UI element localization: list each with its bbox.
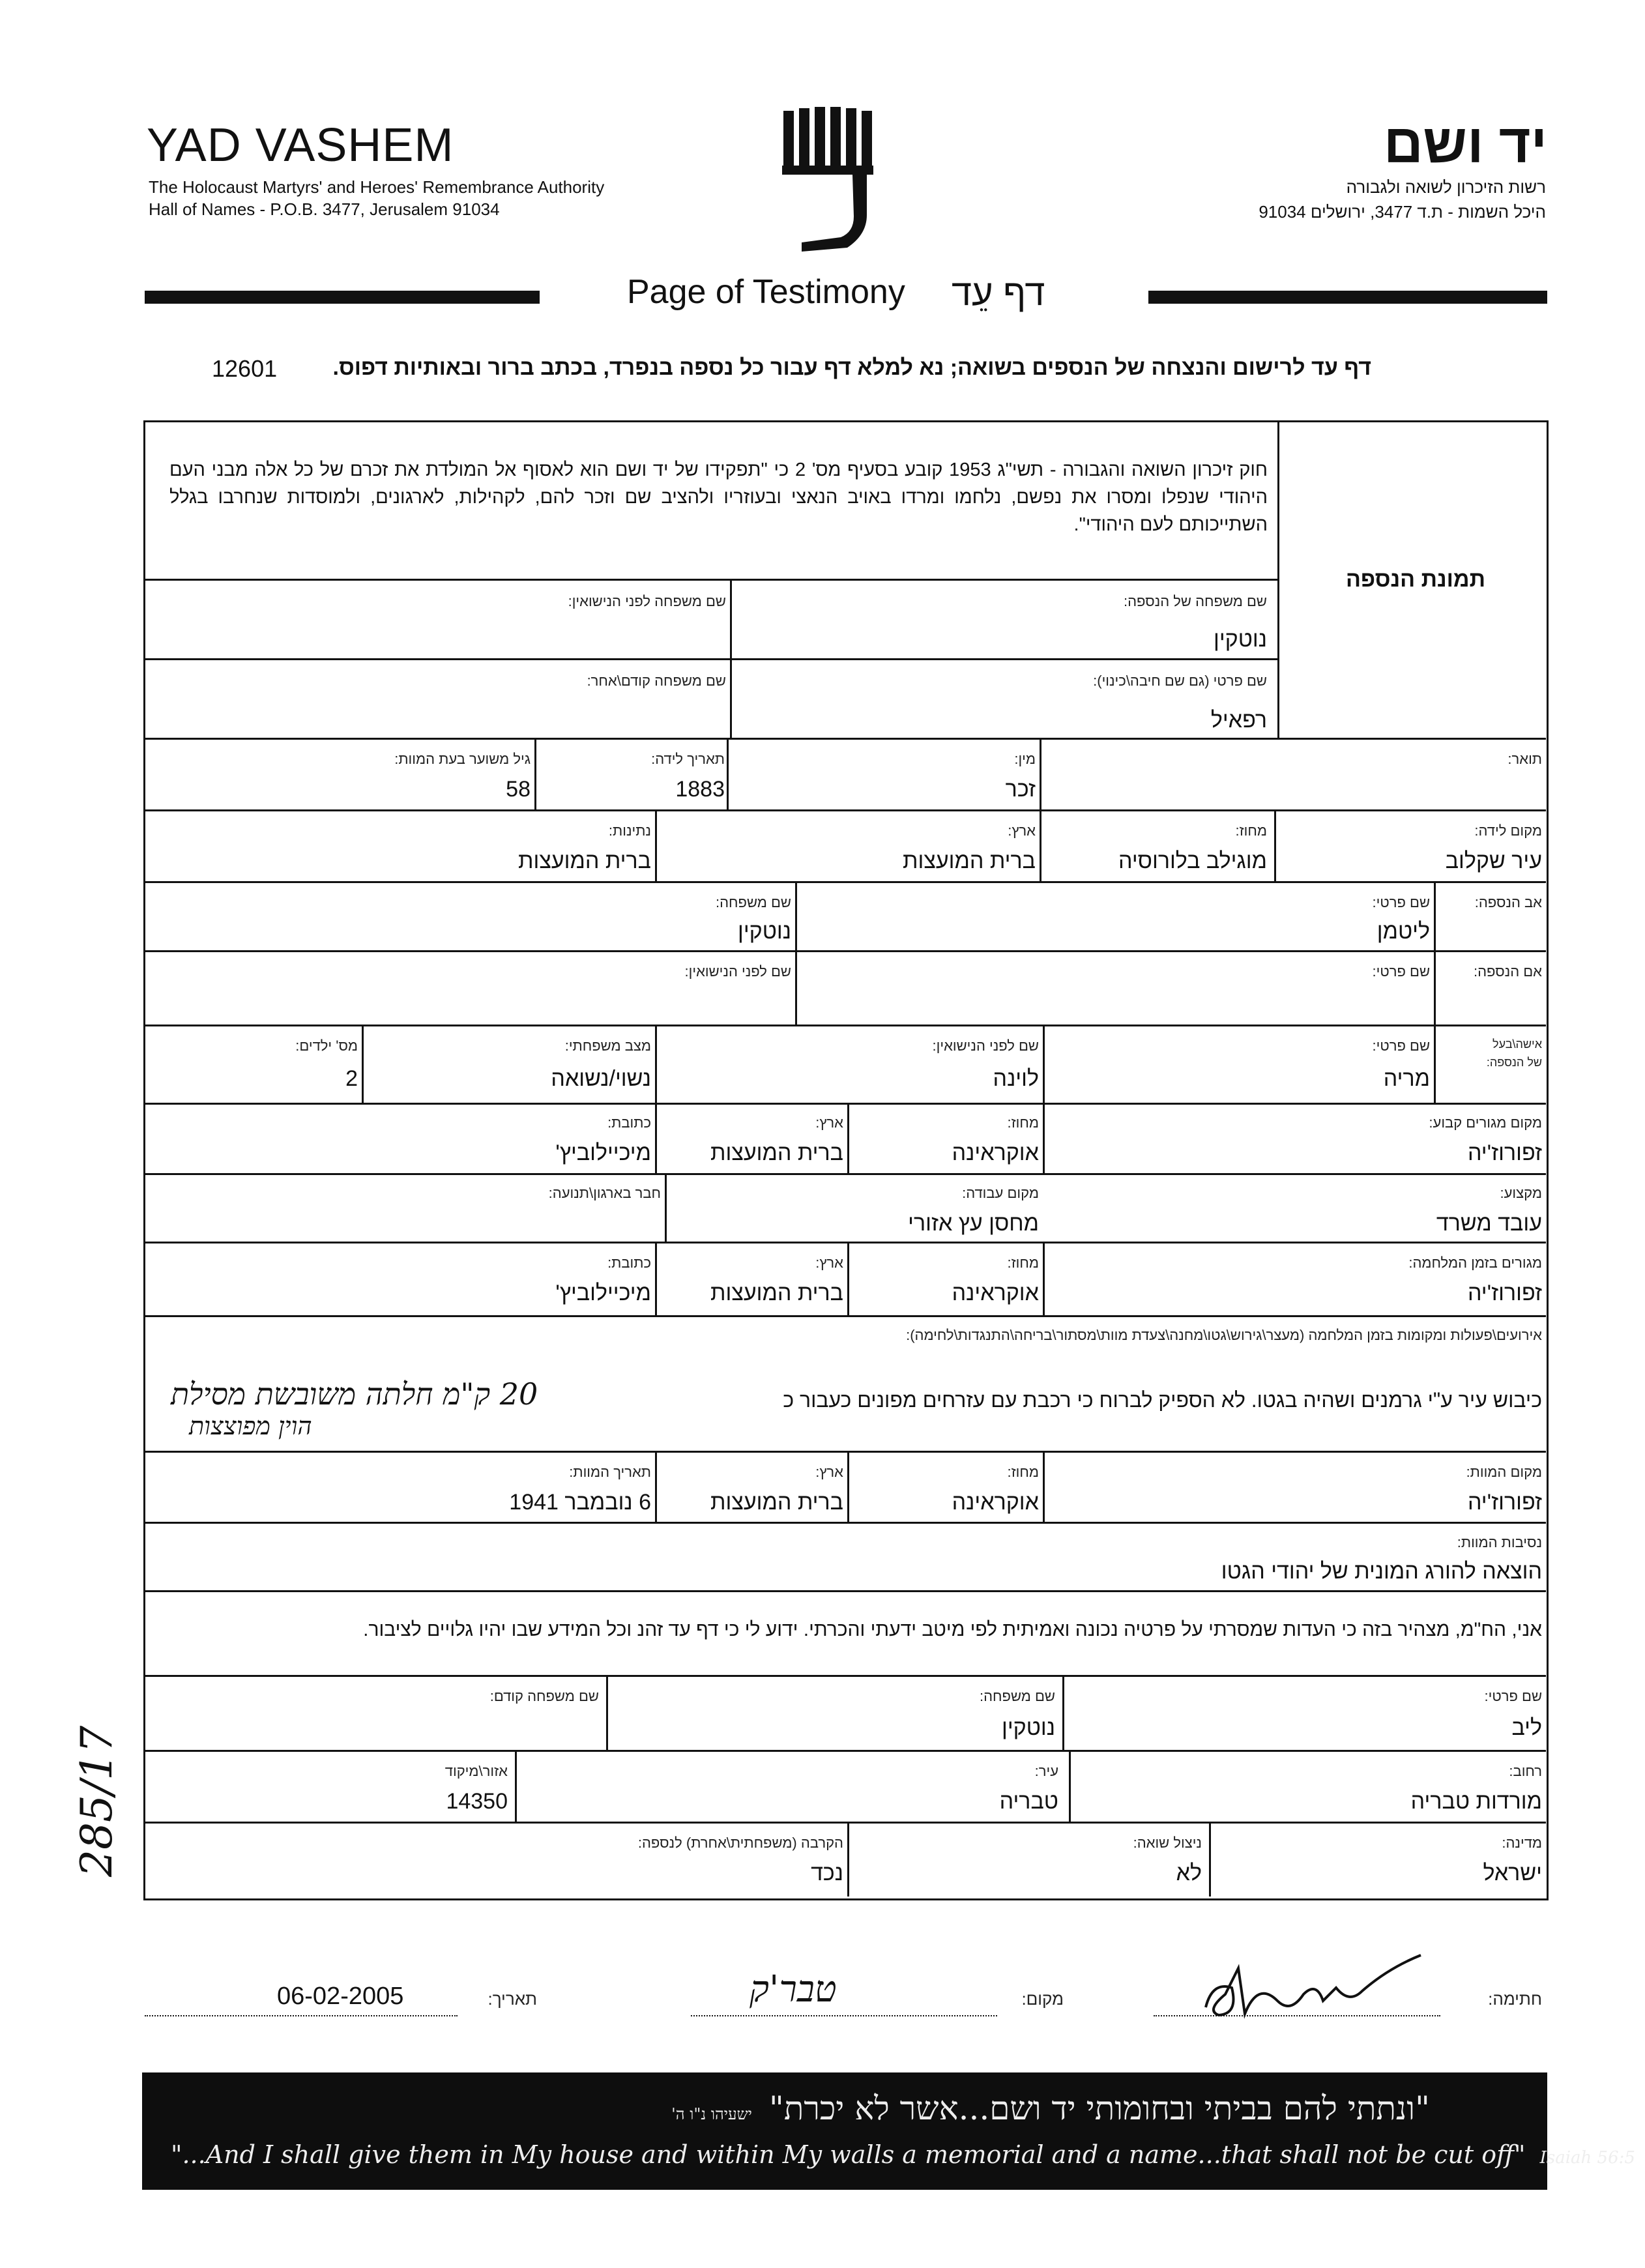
birthplace-value[interactable]: עיר שקלוב <box>1445 849 1542 873</box>
father-family-value[interactable]: נוטקין <box>738 919 791 944</box>
submitter-city-value[interactable]: טבריה <box>999 1789 1058 1814</box>
events-handwritten-2: הוין מפוצצות <box>189 1412 312 1440</box>
divider <box>1043 1103 1045 1173</box>
residence-country-value[interactable]: ברית המועצות <box>710 1141 843 1165</box>
footer-quote-en-source: Isaiah 56:5 <box>1539 2148 1635 2168</box>
place-label: מקום: <box>1021 1989 1064 2009</box>
divider <box>1274 809 1276 881</box>
victim-first-name-label: שם פרטי (גם שם חיבה\כינוי): <box>1093 673 1267 689</box>
footer-quote-he-source: ישעיהו נ"ו ה' <box>671 2105 752 2123</box>
submitter-country-label: מדינה: <box>1502 1835 1542 1851</box>
divider <box>655 809 657 881</box>
divider <box>145 1242 1546 1243</box>
mother-maiden-label: שם לפני הנישואין: <box>684 963 791 980</box>
nationality-value[interactable]: ברית המועצות <box>518 849 651 873</box>
father-family-label: שם משפחה: <box>715 894 791 910</box>
date-label: תאריך: <box>488 1989 537 2009</box>
residence-district-label: מחוז: <box>1007 1114 1039 1131</box>
residence-address-label: כתובת: <box>607 1114 651 1131</box>
birth-country-label: ארץ: <box>1008 822 1036 839</box>
org-subtitle-he: רשות הזיכרון לשואה ולגבורה <box>1346 177 1546 197</box>
submitter-city-label: עיר: <box>1034 1763 1058 1779</box>
divider <box>847 1242 849 1315</box>
divider <box>145 950 1546 952</box>
victim-first-name[interactable]: רפאיל <box>1210 708 1267 733</box>
margin-note-text: 285/17 <box>72 1725 122 1877</box>
wartime-place-value[interactable]: זפורוז'יה <box>1467 1281 1542 1305</box>
workplace-label: מקום עבודה: <box>962 1185 1039 1201</box>
divider <box>606 1675 608 1750</box>
divider <box>1434 1025 1436 1103</box>
submitter-first-value[interactable]: ליב <box>1511 1715 1542 1740</box>
divider <box>145 1451 1546 1453</box>
org-subtitle-en: The Holocaust Martyrs' and Heroes' Remembrance Authority <box>149 177 605 197</box>
father-first-label: שם פרטי: <box>1372 894 1430 910</box>
wartime-address-value[interactable]: מיכיילוביץ' <box>555 1281 651 1305</box>
children-value[interactable]: 2 <box>345 1066 358 1091</box>
birthplace-label: מקום לידה: <box>1474 822 1542 839</box>
residence-label: מקום מגורים קבוע: <box>1429 1114 1542 1131</box>
divider <box>145 1522 1546 1524</box>
residence-country-label: ארץ: <box>815 1114 843 1131</box>
death-district-label: מחוז: <box>1007 1464 1039 1480</box>
divider <box>730 579 732 738</box>
death-circumstances-value[interactable]: הוצאה להורג המונית של יהודי הגטו <box>1221 1559 1542 1584</box>
title-label: תואר: <box>1507 751 1542 767</box>
death-place-value[interactable]: זפורוז'יה <box>1467 1490 1542 1515</box>
death-date-value[interactable]: 6 נובמבר 1941 <box>509 1490 651 1515</box>
divider <box>145 1025 1546 1026</box>
form-number: 12601 <box>212 355 278 382</box>
death-place-label: מקום המוות: <box>1466 1464 1542 1480</box>
divider <box>145 881 1546 883</box>
org-address-he: היכל השמות - ת.ד 3477, ירושלים 91034 <box>1259 202 1546 222</box>
events-handwritten-1: 20 ק"מ חלתה משובשת מסילת <box>171 1376 538 1412</box>
footer-quote-he-text: "ונתתי להם בביתי ובחומותי יד ושם...אשר לא יכרת" <box>768 2089 1430 2127</box>
profession-value[interactable]: עובד משרד <box>1436 1211 1542 1236</box>
divider <box>145 1103 1546 1105</box>
divider <box>847 1451 849 1522</box>
divider <box>1043 1242 1045 1315</box>
divider <box>145 1822 1546 1824</box>
org-name-he: יד ושם <box>1383 113 1547 174</box>
birth-district-label: מחוז: <box>1235 822 1267 839</box>
gender-label: מין: <box>1014 751 1036 767</box>
place-handwritten: טבר'ק <box>750 1968 837 2011</box>
spouse-first-label: שם פרטי: <box>1372 1038 1430 1054</box>
spouse-row-label-1: אישה\בעל <box>1492 1038 1542 1051</box>
death-circumstances-label: נסיבות המוות: <box>1457 1534 1542 1550</box>
org-address-en: Hall of Names - P.O.B. 3477, Jerusalem 91034 <box>149 199 500 219</box>
divider <box>1277 420 1279 739</box>
divider <box>534 738 536 809</box>
divider <box>1040 738 1041 881</box>
divider <box>362 1025 364 1103</box>
divider <box>655 1025 657 1103</box>
divider <box>145 1750 1546 1752</box>
victim-maiden-name-label: שם משפחה לפני הנישואין: <box>568 593 726 609</box>
declaration-text: אני, הח"מ, מצהיר בזה כי העדות שמסרתי על פרטיה נכונה ואמיתית לפי מיטב ידעתי והכרתי. ידוע לי כי דף עד זהנ וכל המידע שבו יהיו גלויים לציבור. <box>363 1619 1542 1640</box>
wartime-place-label: מגורים בזמן המלחמה: <box>1408 1255 1542 1271</box>
submitter-family-label: שם משפחה: <box>979 1688 1055 1704</box>
divider <box>1209 1822 1211 1897</box>
spouse-maiden-value[interactable]: לוינה <box>993 1066 1039 1091</box>
date-value[interactable]: 06-02-2005 <box>277 1983 404 2010</box>
submitter-street-label: רחוב: <box>1509 1763 1542 1779</box>
father-first-value[interactable]: ליטמן <box>1376 919 1430 944</box>
residence-district-value[interactable]: אוקראינה <box>952 1141 1039 1165</box>
marital-status-value[interactable]: נשוי/נשואה <box>551 1066 651 1091</box>
form-frame <box>143 420 1549 1900</box>
photo-label: תמונת הנספה <box>1345 567 1485 592</box>
submitter-street-value[interactable]: מורדות טבריה <box>1410 1789 1542 1814</box>
divider <box>145 1675 1546 1677</box>
survivor-value[interactable]: לא <box>1176 1861 1202 1885</box>
date-line <box>145 2015 458 2016</box>
divider <box>145 1315 1546 1317</box>
spouse-row-label-2: של הנספה: <box>1486 1056 1542 1069</box>
divider <box>1062 1675 1064 1750</box>
survivor-label: ניצול שואה: <box>1133 1835 1202 1851</box>
birth-country-value[interactable]: ברית המועצות <box>903 849 1036 873</box>
law-text: חוק זיכרון השואה והגבורה - תשי"ג 1953 קובע בסעיף מס' 2 כי "תפקידו של יד ושם הוא לאסוף אל המולדת את זכרם של כל אלה מבני העם היהודי שנפלו ומסרו את נפשם, נלחמו ומרדו באויב הנאצי ובעוזריו ולהציב שם וזכר להם, לקהילות, לארגונים, ולמוסדות שנחרבו בגלל השתייכותם לעם היהודי". <box>169 459 1268 535</box>
wartime-country-value[interactable]: ברית המועצות <box>710 1281 843 1305</box>
divider <box>1043 1451 1045 1522</box>
footer-quote-en <box>171 2140 1635 2169</box>
submitter-prev-family-label: שם משפחה קודם: <box>489 1688 599 1704</box>
death-country-label: ארץ: <box>815 1464 843 1480</box>
divider <box>655 1103 657 1173</box>
footer-quote-en-text: "...And I shall give them in My house and within My walls a memorial and a name...that shall not be cut off" <box>171 2140 1526 2169</box>
death-country-value[interactable]: ברית המועצות <box>710 1490 843 1515</box>
signature-label: חתימה: <box>1488 1989 1542 2009</box>
divider <box>145 658 1279 660</box>
divider <box>795 881 797 1025</box>
divider <box>1069 1750 1071 1822</box>
victim-prev-family-label: שם משפחה קודם\אחר: <box>587 673 726 689</box>
signature-scribble <box>1193 1942 1434 2027</box>
spouse-maiden-label: שם לפני הנישואין: <box>932 1038 1039 1054</box>
page-title-en: Page of Testimony <box>627 273 905 311</box>
divider <box>847 1822 849 1897</box>
victim-family-name[interactable]: נוטקין <box>1214 627 1267 652</box>
birth-district-value[interactable]: מוגילב בלורוסיה <box>1118 849 1267 873</box>
events-label: אירועים\פעולות ומקומות בזמן המלחמה (מעצר\גירוש\גטו\מחנה\צעדת מוות\מסתור\בריחה\התנגדות\לחימה): <box>906 1327 1542 1343</box>
divider <box>655 1451 657 1522</box>
marital-status-label: מצב משפחתי: <box>564 1038 651 1054</box>
yad-vashem-logo <box>776 104 886 254</box>
org-name-en: YAD VASHEM <box>147 119 454 171</box>
divider <box>1043 1025 1045 1103</box>
divider <box>145 1590 1546 1592</box>
mother-row-label: אם הנספה: <box>1473 963 1542 980</box>
wartime-district-value[interactable]: אוקראינה <box>952 1281 1039 1305</box>
profession-label: מקצוע: <box>1500 1185 1542 1201</box>
divider <box>145 579 1279 581</box>
victim-family-name-label: שם משפחה של הנספה: <box>1123 593 1267 609</box>
instructions-text: דף עד לרישום והנצחה של הנספים בשואה; נא למלא דף עבור כל נספה בנפרד, בכתב ברור ובאותיות דפוס. <box>332 355 1371 380</box>
gender-value[interactable]: זכר <box>1005 777 1036 802</box>
title-bar-left <box>145 291 540 304</box>
divider <box>515 1750 517 1822</box>
birth-date-label: תאריך לידה: <box>651 751 725 767</box>
death-date-label: תאריך המוות: <box>569 1464 651 1480</box>
children-label: מס' ילדים: <box>295 1038 358 1054</box>
organization-label: חבר בארגון\תנועה: <box>548 1185 661 1201</box>
submitter-country-value[interactable]: ישראל <box>1483 1861 1542 1885</box>
page-title-he: דף עֵד <box>952 272 1045 313</box>
spouse-first-value[interactable]: מריה <box>1383 1066 1430 1091</box>
birth-date-value[interactable]: 1883 <box>675 777 725 802</box>
wartime-address-label: כתובת: <box>607 1255 651 1271</box>
father-row-label: אב הנספה: <box>1474 894 1542 910</box>
divider <box>145 1173 1546 1175</box>
residence-address-value[interactable]: מיכיילוביץ' <box>555 1141 651 1165</box>
title-bar-right <box>1148 291 1547 304</box>
divider <box>145 809 1546 811</box>
relation-label: הקרבה (משפחתית\אחרת) לנספה: <box>637 1835 843 1851</box>
wartime-country-label: ארץ: <box>815 1255 843 1271</box>
relation-value[interactable]: נכד <box>811 1861 843 1885</box>
divider <box>1434 881 1436 1025</box>
age-value[interactable]: 58 <box>506 777 531 802</box>
divider <box>665 1173 667 1242</box>
nationality-label: נתינות: <box>608 822 651 839</box>
age-label: גיל משוער בעת המוות: <box>394 751 531 767</box>
wartime-district-label: מחוז: <box>1007 1255 1039 1271</box>
divider <box>145 738 1546 740</box>
workplace-value[interactable]: מחסן עץ אזורי <box>908 1211 1039 1236</box>
footer-quote-he <box>671 2089 1430 2127</box>
place-line <box>691 2015 997 2016</box>
mother-first-label: שם פרטי: <box>1372 963 1430 980</box>
events-text[interactable]: כיבוש עיר ע"י גרמנים ושהיה בגטו. לא הספיק לברוח כי רכבת עם עזרחים מפונים כעבור כ <box>783 1388 1542 1412</box>
submitter-first-label: שם פרטי: <box>1484 1688 1542 1704</box>
submitter-zip-value[interactable]: 14350 <box>446 1789 508 1814</box>
divider <box>655 1242 657 1315</box>
death-district-value[interactable]: אוקראינה <box>952 1490 1039 1515</box>
submitter-zip-label: אזור\מיקוד <box>444 1763 508 1779</box>
divider <box>727 738 729 809</box>
submitter-family-value[interactable]: נוטקין <box>1002 1715 1055 1740</box>
residence-value[interactable]: זפורוז'יה <box>1467 1141 1542 1165</box>
divider <box>847 1103 849 1173</box>
